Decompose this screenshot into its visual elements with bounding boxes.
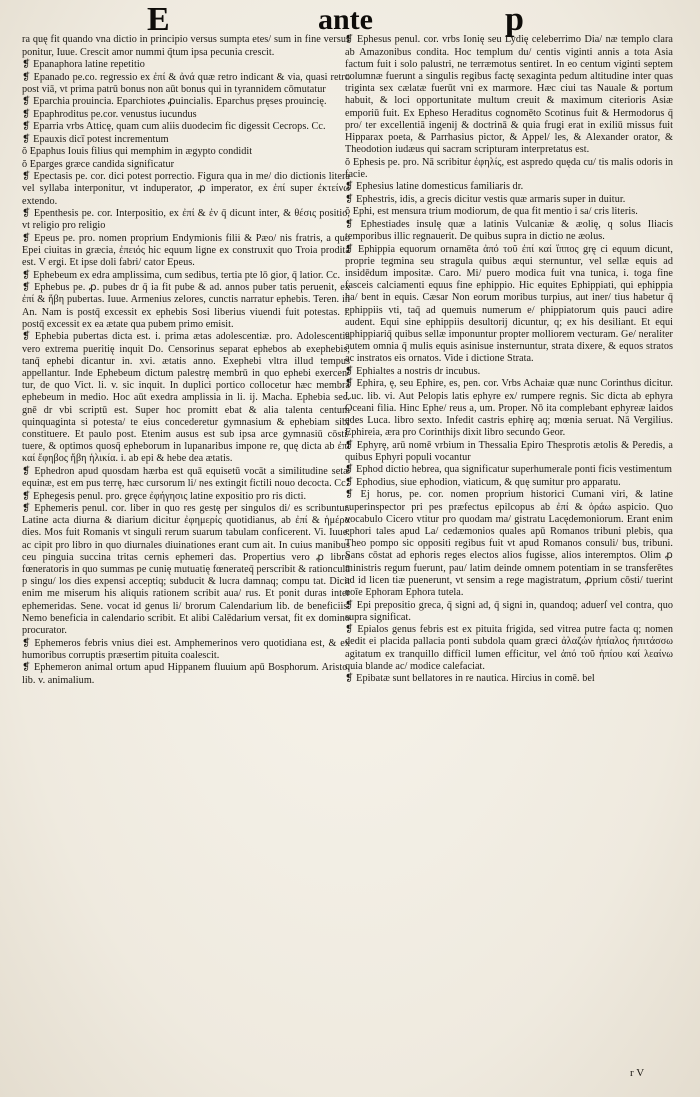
dictionary-entry: ❡ Ephesus penul. cor. vrbs Ionię seu Lydię celeberrimo Dia/ næ templo clara ab Amazonibus condita. Hoc templum du/ centis viginti annis a tota Asia factum fuit i solo palustri, ne terræmotus sentiret. In eo centum viginti septem columnæ fuerunt a singulis regibus factę sexaginta pedum altitudine inter quas triginta sex cælatæ fuerūt vni ex marmore. Hæc ciui tas Nauale & portum habuit, & loci opportunitate multum creuit & maximum citerioris Asiæ emporiū fuit. Ex Epheso Heraditus cognomēto Scotinus fuit & Hermodorus q̄ pro/ ter excellentiā ingenij & doctrinā & quia frugi erat in exiliū missus fuit Hipparax poeta, & Parrhasius pictor, & Appel/ les, & Alexander orator, & Theodotion iudæus qui sacram scripturam interpretatus est. bbox=[345, 34, 673, 156]
dictionary-entry: ❡ Epeus pe. pro. nomen proprium Endymionis filii & Pæo/ nis fratris, a quo Epei ciuitas in græcia, ἐπειός hic equum ligne ex construxit quo Troia prodita est. V ergi. Et ipse doli fabri/ cator Epeus. bbox=[22, 232, 350, 269]
dictionary-entry: ❡ Epanado pe.co. regressio ex ἐπί & ἀνά quæ retro indicant & via, quasi retro post viā, vt prima patrū bonus non aūt bonus qui in tyrannidem cōmutatur bbox=[22, 71, 350, 95]
dictionary-entry: ŏ Ephesis pe. pro. Nā scribitur ἐφηλίς, est aspredo quęda cu/ tis malis odoris in facie. bbox=[345, 156, 673, 180]
dictionary-entry: ❡ Ephedron apud quosdam hærba est quā equisetū vocāt a similitudine setæ equinæ, est em pus terrę, hæc cursorum li/ nes extingit fictili nouo decocta. Cc. bbox=[22, 465, 350, 490]
dictionary-entry: ❡ Ephemeron animal ortum apud Hippanem fluuium apū Bosphorum. Aristo. lib. v. animalium. bbox=[22, 662, 350, 686]
dictionary-entry: ❡ Ephyrę, arū nomē vrbium in Thessalia Epiro Thesprotis ætolis & Peredis, a quibus Ephyri populi vocantur bbox=[345, 439, 673, 463]
dictionary-entry: ❡ Eparria vrbs Atticę, quam cum aliis duodecim fic digessit Cecrops. Cc. bbox=[22, 121, 326, 133]
running-head bbox=[0, 2, 700, 38]
dictionary-entry: ❡ Eparchia prouincia. Eparchiotes ꝓuincialis. Eparchus pręses prouincię. bbox=[22, 96, 327, 108]
dictionary-entry: ❡ Ephira, ę, seu Ephire, es, pen. cor. Vrbs Achaiæ quæ nunc Corinthus dicitur. Luc. lib. vi. Aut Pelopis latis ephyre ex/ rumpere regnis. Sic dicta ab ephyra Oceani filia. Hinc Ephe/ reus a, um. Proper. Nō ita complebant ephyreæ laidos ędes Luca. libro sexto. Infedit castris ephirę aq; mœnia seruat. Nā Vergilius. Ephireia, æra pro Corinthijs dixit libro secundo Geor. bbox=[345, 378, 673, 439]
dictionary-entry: ŏ Ephi, est mensura trium modiorum, de qua fit mentio i sa/ cris literis. bbox=[345, 206, 638, 218]
dictionary-entry: ❡ Epialos genus febris est ex pituita frigida, sed vitrea putre facta q; nomen dedit ei placida pallacia ponti subdola quam græci ἀλαζών ἠπίαλος ἠπιτάσσω agitatum ex tranquillo difficil lumen efficitur, vel ἀπό τοῦ ἠπίου καί λεαίνω quia blande ac/ modice calefaciat. bbox=[345, 624, 673, 672]
dictionary-entry: ❡ Ej horus, pe. cor. nomen proprium historici Cumani viri, & latine superinspector pri pes præfectus epilcopus ab ἐπί & ὁράω aspicio. Quo vocabulo Cicero vtitur pro quodam ma/ gistratu Lacędemoniorum. Erant enim ephori tales apud La/ cedæmonios quales apū Romanos tribuni plebis, qua Theo pompo sic oppositi regibus fuit vt apud Romanos consuli/ bus, tribuni. Sans cōstat ad ephoris reges electos alios fugisse, alios interemptos. Olim ꝓ ministris regum fuerunt, pau/ latim deinde omnem potentiam in se transferētes ad id licen tiæ puenerunt, vt sensim a rege magistratum, ꝓprium cōsti/ tuerint noīe Ephoram Ephora tutela. bbox=[345, 489, 673, 598]
dictionary-entry: ❡ Ephegesis penul. pro. gręce ἐφήγησις latine expositio pro ris dicti. bbox=[22, 490, 307, 502]
dictionary-entry: ❡ Ephesius latine domesticus familiaris dr. bbox=[345, 181, 524, 193]
dictionary-entry: ❡ Ephestiades insulę quæ a latinis Vulcaniæ & æolię, q solus Iliacis temporibus illic regnauerit. De quibus supra in dictio ne æolus. bbox=[345, 218, 673, 243]
dictionary-entry: ❡ Ephialtes a nostris dr incubus. bbox=[345, 365, 481, 377]
dictionary-entry: ❡ Ephemeros febris vnius diei est. Amphemerinos vero quotidiana est, & ex humoribus corruptis præsertim pituita coalescit. bbox=[22, 637, 350, 661]
dictionary-entry: ❡ Ephemeris penul. cor. liber in quo res gestę per singulos di/ es scribuntur. Latine acta diurna & diarium dicitur ἐφημερίς quotidianus, ab ἐπί & ἡμέρα dies. Mos fuit Romanis vt singuli rerum suarum tabulam conficerent. Vi. Iuue. ac cipit pro libro in quo diurnales diuinationes erant cum ait. In cuius manibus ceu pinguia succina tritas cernis ephemeri das. Propertius vero ꝓ libro fœneratoris in quo summas pe cunię mutuatię fœnerateq̄ perscribit & rationculā p singu/ los dies expensi acceptiq; subducit & lucra damnaq; compu tat. Dicit enim me miserum his aliquis rationem scribit aua/ rus. Et ponit duras inter ephemeridas. Sene. vocat id genus li/ brorum Calendarium lib. de beneficiis. Nemo beneficia in calendario scribit. Et alibi Calēdarium versat, fit ex domino procurator. bbox=[22, 503, 350, 637]
dictionary-entry: ❡ Ephodius, siue ephodion, viaticum, & quę sumitur pro apparatu. bbox=[345, 476, 621, 488]
dictionary-entry: ❡ Epaphroditus pe.cor. venustus iucundus bbox=[22, 108, 197, 120]
dictionary-entry: ra quę fit quando vna dictio in principio versus sumpta etes/ sum in fine versus ponitur, Iuue. Crescit amor nummi q̃tum ipsa pecunia crescit. bbox=[22, 34, 350, 58]
right-column bbox=[345, 34, 673, 1064]
dictionary-entry: ❡ Ephippia equorum ornamēta ἀπό τοῦ ἐπί καί ἵππος grę ci equum dicunt, proprie tegmina seu stragula quibus æqui sternuntur, vel sellæ equis ad insidēdum impositæ. Caro. Mi/ puero modica fuit vna tunica, i. toga fine fasceis calciamenti equus fine ephippio. Hic equites Ephippiati, qui ephippia ha/ bent in equis. Cæsar Non eorum moribus turpius, aut iner/ tius habetur q̄ ephippiis vti, taq̄ ad quemuis numerum e/ phippiatorum quis pauci adire audent. Equi sine ephippiis desultorij dicuntur, q; ex his desiliant. Et equi ephippiariq̄ quibus sellæ imponuntur propter molliorem vecturam. Ge/ neraliter autem omnia q̄ mulis equis asinisue insternuntur, strata dixere, & equos stratos ac instratos eis ornatos. Vide i dictione Strata. bbox=[345, 243, 673, 365]
dictionary-entry: ❡ Ephebia pubertas dicta est. i. prima ætas adolescentiæ. pro. Adolescentia vero extrema pueritię inquit Do. Censorinus separat ephebos ab exephebis, tanq̄ ephebi dicantur in. xvi. ætatis anno. Exephebi vltra illud tempus appellantur. Inde Ephebeum dictum palestrę membrū in quo ephebi exercen/ tur, de quo Vict. li. v. sic inquit. In duplici portico collocetur hæc membra ephebeum in medio. Hoc aūt exedra amplissia in li. ij. Macha. Ephebia sec. gnē dr vbi scriptū est. Super hoc promitt ebat & alia talenta centum quinquaginta si potesta/ te eius concederetur gymnasium & ephebiam sibi constituere. Et paulo post. Etenim ausus est sub ipsa arce gymnasiū cōsti/ tuere, & optimos quosq̄ epheborum in lupanaribus impone re, quę dicta ab ἐπί καί ἔφηβος ἥβη ἡλικία. i. ab epi & hebe dea ætatis. bbox=[22, 331, 350, 465]
dictionary-entry: ❡ Ephestris, idis, a grecis dicitur vestis quæ armaris super in duitur. bbox=[345, 193, 626, 205]
signature-mark: r V bbox=[630, 1067, 645, 1079]
dictionary-entry: ❡ Epibatæ sunt bellatores in re nautica. Hircius in comē. bel bbox=[345, 673, 595, 685]
running-head-right-letter: p bbox=[505, 1, 524, 38]
dictionary-entry: ŏ Eparges græce candida significatur bbox=[22, 158, 175, 170]
dictionary-entry: ❡ Ephebus pe. ꝓ. pubes dr q̄ ia fit pube & ad. annos puber tatis peruenit, ex ἐπί & ἥβη pubertas. Iuue. Armenius zelores, cunctis narratur ephebis. Teren. in An. Nam is postq̄ excessit ex ephebis Sosi liberius viuendi fuit potestas. i. postq̄ excessit ex ea ætate qua pubem primo emisit. bbox=[22, 282, 350, 330]
left-column bbox=[22, 34, 350, 1064]
dictionary-entry: ❡ Ephod dictio hebrea, qua significatur superhumerale ponti ficis vestimentum bbox=[345, 464, 672, 476]
running-head-word: ante bbox=[318, 3, 373, 36]
dictionary-entry: ŏ Epaphus Iouis filius qui memphim in ægypto condidit bbox=[22, 146, 253, 158]
running-head-left-letter: E bbox=[147, 1, 170, 38]
dictionary-entry: ❡ Epanaphora latine repetitio bbox=[22, 59, 145, 70]
dictionary-entry: ❡ Epauxis dicī potest incrementum bbox=[22, 133, 169, 145]
dictionary-entry: ❡ Epi prepositio greca, q̄ signi ad, q̄ signi in, quandoq; aduerſ vel contra, quo supra significat. bbox=[345, 599, 673, 623]
dictionary-entry: ❡ Ephebeum ex edra amplissima, cum sedibus, tertia pte lō gior, q̄ latior. Cc. bbox=[22, 269, 341, 281]
dictionary-entry: ❡ Epenthesis pe. cor. Interpositio, ex ἐπί & ἐν q̄ dicunt inter, & θέσις positio, vt religio pro religio bbox=[22, 208, 350, 232]
dictionary-entry: ❡ Epectasis pe. cor. dici potest porrectio. Figura qua in me/ dio dictionis litera vel syllaba interponitur, vt induperator, ꝓ imperator, ex ἐπί super ἐκτείνω extendo. bbox=[22, 171, 350, 207]
